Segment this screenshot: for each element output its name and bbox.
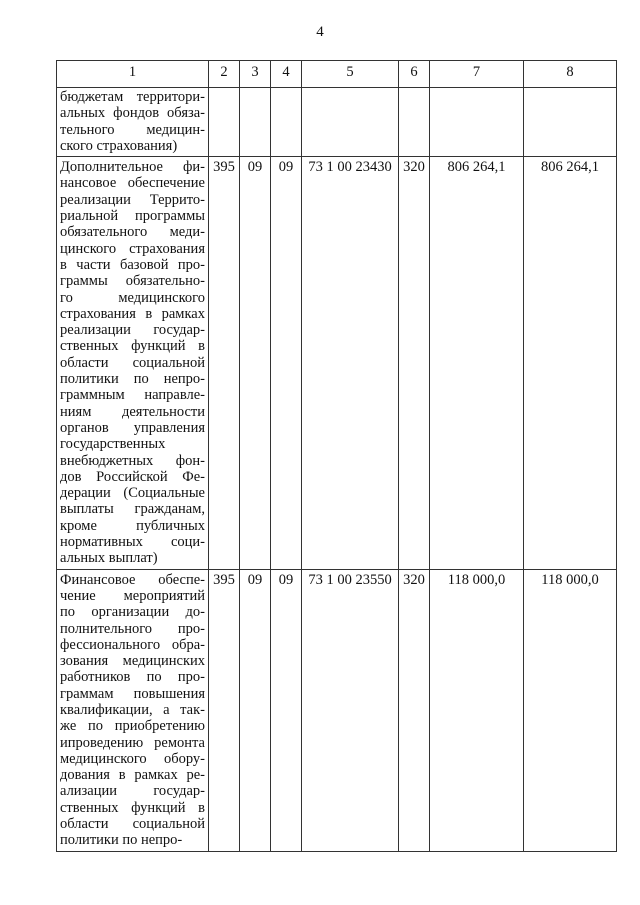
row-name-line: области социальной [60,354,205,371]
row-name-cell [57,569,209,851]
cell-col6: 320 [399,569,430,851]
row-name-line: ственных функций в [60,799,205,816]
cell-col2 [209,88,240,157]
row-name-line: альных фондов обяза- [60,105,205,122]
budget-table [56,60,617,852]
row-name-line: ниям деятельности [60,403,205,420]
cell-col4: 09 [271,157,302,569]
cell-col3: 09 [240,157,271,569]
row-name-line: бюджетам территори- [60,89,205,105]
cell-col5 [302,88,399,157]
row-name-line: политики по непро- [60,832,183,849]
row-name-line: обязательного меди- [60,224,205,241]
row-name-line: Дополнительное фи- [60,159,205,176]
row-name-line: зования медицинских [60,653,205,670]
table-row [57,569,617,851]
row-name-line: ипроведению ремонта [60,734,205,751]
cell-col3: 09 [240,569,271,851]
row-name-line: области социальной [60,816,205,833]
cell-col8: 118 000,0 [524,569,617,851]
row-name-line: тельного медицин- [60,121,205,138]
row-name-line: по организации до- [60,604,205,621]
page-number: 4 [316,24,324,40]
cell-col7: 806 264,1 [430,157,524,569]
row-name-line: в части базовой про- [60,256,205,273]
column-header: 3 [240,61,271,88]
row-name-line: полнительного про- [60,620,205,637]
cell-col5: 73 1 00 23550 [302,569,399,851]
row-name-line: реализации Террито- [60,191,205,208]
cell-col3 [240,88,271,157]
row-name-line: риальной программы [60,208,205,225]
row-name-cell [57,157,209,569]
column-header: 4 [271,61,302,88]
row-name-line: граммам повышения [60,685,205,702]
row-name-line: внебюджетных фон- [60,452,205,469]
cell-col6 [399,88,430,157]
row-name-line: медицинского обору- [60,750,205,767]
row-name-line: Финансовое обеспе- [60,571,205,588]
row-name-line: ственных функций в [60,338,205,355]
table-row [57,157,617,569]
row-name-line: альных выплат) [60,550,158,567]
column-header: 7 [430,61,524,88]
row-name-line: квалификации, а так- [60,701,205,718]
row-name-line: выплаты гражданам, [60,501,205,518]
column-header: 5 [302,61,399,88]
row-name-line: дерации (Социальные [60,485,205,502]
row-name-line: граммы обязательно- [60,273,205,290]
cell-col5: 73 1 00 23430 [302,157,399,569]
row-name-line: реализации государ- [60,322,205,339]
cell-col2: 395 [209,569,240,851]
row-name-line: фессионального обра- [60,636,205,653]
row-name-line: же по приобретению [60,718,205,735]
row-name-line: ского страхования) [60,137,178,154]
table-row [57,88,617,157]
cell-col7 [430,88,524,157]
row-name-line: нормативных соци- [60,534,205,551]
row-name-line: органов управления [60,419,205,436]
cell-col2: 395 [209,157,240,569]
row-name-line: чение мероприятий [60,587,205,604]
row-name-cell [57,88,209,157]
column-header: 2 [209,61,240,88]
row-name-line: страхования в рамках [60,305,205,322]
row-name-line: го медицинского [60,289,205,306]
row-name-line: государственных [60,436,166,453]
cell-col4: 09 [271,569,302,851]
column-header: 8 [524,61,617,88]
cell-col7: 118 000,0 [430,569,524,851]
row-name-line: дования в рамках ре- [60,767,205,784]
row-name-line: ализации государ- [60,783,205,800]
row-name-line: нансовое обеспечение [60,175,205,192]
row-name-line: цинского страхования [60,240,205,257]
cell-col8 [524,88,617,157]
row-name-line: кроме публичных [60,517,205,534]
header-row [57,61,617,88]
cell-col8: 806 264,1 [524,157,617,569]
row-name-line: граммным направле- [60,387,205,404]
cell-col4 [271,88,302,157]
row-name-line: дов Российской Фе- [60,468,205,485]
row-name-line: политики по непро- [60,371,205,388]
cell-col6: 320 [399,157,430,569]
column-header: 6 [399,61,430,88]
column-header: 1 [57,61,209,88]
row-name-line: работников по про- [60,669,205,686]
